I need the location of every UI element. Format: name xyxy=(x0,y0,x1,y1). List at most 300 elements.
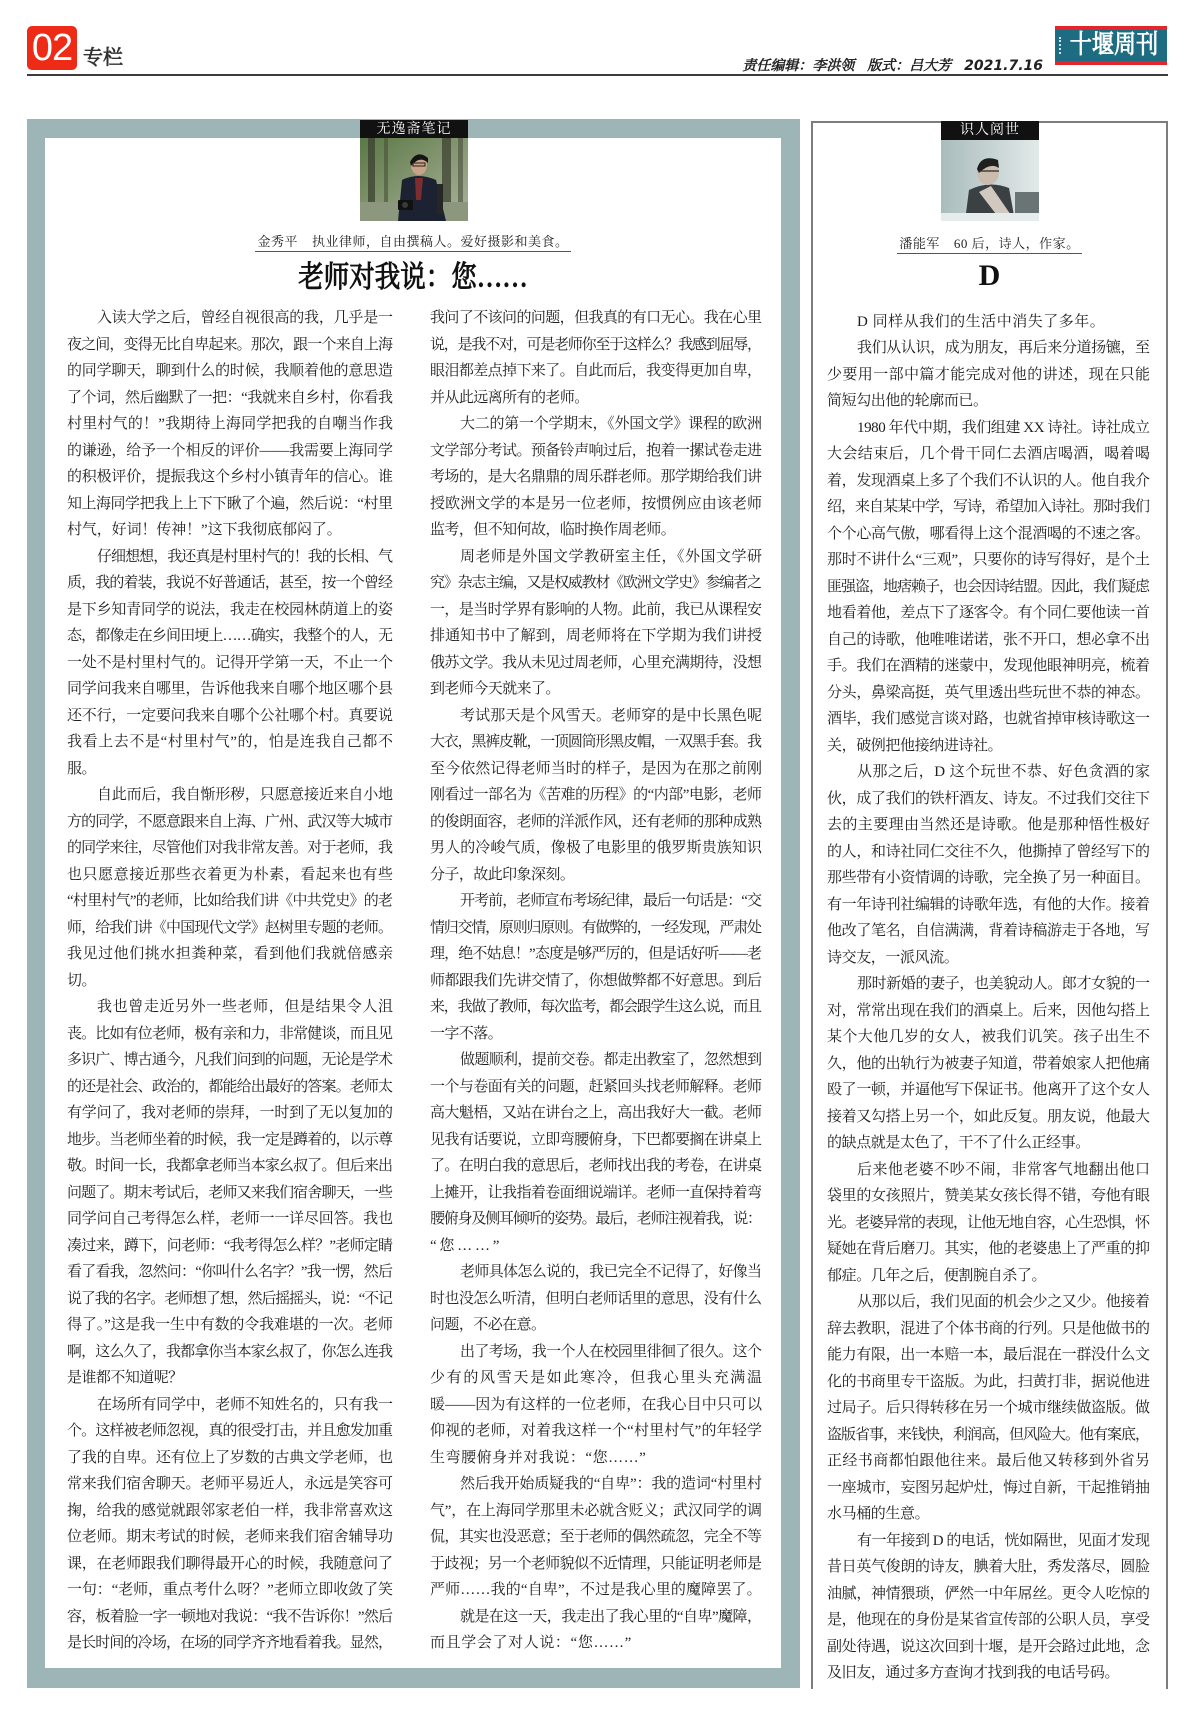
text-line xyxy=(67,1630,393,1657)
masthead-logo-text: 十堰周刊 xyxy=(1069,30,1159,60)
text-line-content: 一座城市，妄图另起炉灶，悔过自新，干起推销抽 xyxy=(827,1479,1150,1496)
text-line-content: 生弯腰俯身并对我说：“您……” xyxy=(430,1449,647,1466)
text-line xyxy=(827,1077,1150,1104)
text-line-content: 而且学会了对人说：“您……” xyxy=(430,1635,632,1651)
text-line-content: 是谁都不知道呢？ xyxy=(67,1370,183,1386)
text-line-content: 副处待遇，说这次回到十堰，是开会路过此地，念 xyxy=(827,1638,1150,1655)
text-line-content: 师，给我们讲《中国现代文学》赵树里专题的老师。 xyxy=(67,919,393,936)
text-line xyxy=(67,1286,393,1313)
text-line-content: 就是在这一天，我走出了我心里的“自卑”魔障， xyxy=(460,1608,762,1625)
text-line-content: 一字不落。 xyxy=(430,1025,503,1042)
text-line-content: 啊，这么久了，我都拿你当本家幺叔了，你怎么连我 xyxy=(67,1343,393,1360)
text-line-content: 大二的第一个学期末，《外国文学》课程的欧洲 xyxy=(460,416,762,432)
text-line xyxy=(430,544,762,571)
text-line-content: 那时新婚的妻子，也美貌动人。郎才女貌的一 xyxy=(857,976,1150,992)
text-line-content: 去的主要理由当然还是诗歌。他是那种悟性极好 xyxy=(827,817,1151,833)
header-rule xyxy=(27,74,1168,76)
article-title: 老师对我说：您…… xyxy=(298,261,528,294)
text-line xyxy=(430,1471,762,1498)
text-line-content: 的还是社会、政治的，都能给出最好的答案。老师太 xyxy=(67,1078,393,1095)
text-line-content: 盗版省事，来钱快，利润高，但风险大。他有案底， xyxy=(827,1426,1149,1443)
text-line-content: 俄苏文学。我从未见过周老师，心里充满期待，没想 xyxy=(430,654,762,671)
text-line xyxy=(67,809,393,836)
text-line-content: 接着又勾搭上另一个，如此反复。朋友说，他最大 xyxy=(827,1108,1150,1125)
text-line-content: “村里村气”的老师，比如给我们讲《中共党史》的老 xyxy=(67,893,393,909)
text-line xyxy=(430,782,762,809)
text-line-content: 及旧友，通过多方查询才找到我的电话号码。 xyxy=(827,1665,1120,1681)
text-line xyxy=(67,729,393,756)
text-line-content: 情归交情，原则归原则。有做弊的，一经发现，严肃处 xyxy=(430,919,761,936)
text-line xyxy=(430,438,762,465)
text-line xyxy=(67,623,393,650)
text-line-content: 得了。”这是我一生中有数的令我难堪的一次。老师 xyxy=(67,1317,393,1333)
text-line-content: 久，他的出轨行为被妻子知道，带着娘家人把他痛 xyxy=(827,1055,1150,1072)
text-line xyxy=(827,1316,1150,1343)
text-line xyxy=(67,544,393,571)
text-line xyxy=(827,1263,1150,1290)
text-line xyxy=(827,1554,1150,1581)
layout-credit: 版式：吕大芳 xyxy=(867,58,952,74)
text-line xyxy=(827,1422,1150,1449)
text-line xyxy=(430,1445,762,1472)
text-line xyxy=(827,653,1150,680)
text-line xyxy=(827,468,1150,495)
author-photo-image xyxy=(941,140,1039,221)
text-line-content: 还不行，一定要问我来自哪个公社哪个村。真要说 xyxy=(67,707,393,724)
text-line-content: 上摊开，让我指着卷面细说端详。老师一直保持着弯 xyxy=(430,1184,762,1201)
text-line xyxy=(67,941,393,968)
text-line xyxy=(827,627,1150,654)
text-line-content: 是，他现在的身份是某省宣传部的公职人员，享受 xyxy=(827,1612,1150,1628)
text-line xyxy=(67,1339,393,1366)
text-line xyxy=(827,1236,1150,1263)
text-line-content: 村里村气的！”我期待上海同学把我的自嘲当作我 xyxy=(67,416,394,432)
author-bio: 执业律师，自由撰稿人。爱好摄影和美食。 xyxy=(312,234,569,249)
text-line-content: 的俊朗面容，老师的洋派作风，还有老师的那种成熟 xyxy=(430,813,762,830)
text-line xyxy=(67,1392,393,1419)
text-line xyxy=(827,1289,1150,1316)
text-line xyxy=(827,309,1150,336)
text-line-content: 常来我们宿舍聊天。老师平易近人，永远是笑容可 xyxy=(67,1476,393,1492)
text-line xyxy=(67,862,393,889)
text-line-content: 掬，给我的感觉就跟邻家老伯一样，我非常喜欢这 xyxy=(67,1502,393,1519)
text-line-content: 了。在明白我的意思后，老师找出我的考卷，在讲桌 xyxy=(430,1158,762,1174)
text-line-content: 来，我做了教师，每次监考，都会跟学生这么说，而且 xyxy=(430,999,761,1015)
article-column-1 xyxy=(67,305,393,1657)
text-line xyxy=(67,1233,393,1260)
text-line xyxy=(430,411,762,438)
text-line-content: 文学部分考试。预备铃声响过后，抱着一摞试卷走进 xyxy=(430,442,762,459)
text-line-content: 方的同学，不愿意跟来自上海、广州、武汉等大城市 xyxy=(67,813,393,830)
paragraph xyxy=(67,782,393,994)
text-line xyxy=(827,1634,1150,1661)
text-line xyxy=(430,1312,762,1339)
text-line-content: 了我的自卑。还有位上了岁数的古典文学老师，也 xyxy=(67,1449,393,1466)
text-line xyxy=(67,1498,393,1525)
text-line-content: 我看上去不是“村里村气”的，怕是连我自己都不 xyxy=(67,734,394,750)
text-line-content: 眼泪都差点掉下来了。自此而后，我变得更加自卑， xyxy=(430,363,762,379)
text-line xyxy=(430,1233,762,1260)
text-line-content: 看了看我，忽然问：“你叫什么名字？”我一愣，然后 xyxy=(67,1264,393,1280)
text-line xyxy=(827,1475,1150,1502)
text-line xyxy=(827,1130,1150,1157)
article-title-wrap xyxy=(811,258,1168,294)
article-title: D xyxy=(978,259,1001,292)
author-photo-image xyxy=(360,138,468,221)
text-line-content: 的积极评价，提振我这个乡村小镇青年的信心。谁 xyxy=(67,469,393,485)
text-line-content: 时也没怎么听清，但明白老师话里的意思，没有什么 xyxy=(430,1290,762,1307)
author-byline xyxy=(45,233,781,252)
text-line xyxy=(67,835,393,862)
author-name: 金秀平 xyxy=(257,234,298,249)
text-line xyxy=(827,494,1150,521)
text-line-content: 排通知书中了解到，周老师将在下学期为我们讲授 xyxy=(430,628,763,644)
text-line-content: 诗交友，一派风流。 xyxy=(827,949,959,966)
text-line xyxy=(430,1577,762,1604)
text-line xyxy=(430,464,762,491)
text-line xyxy=(67,1551,393,1578)
text-line-content: 入读大学之后，曾经自视很高的我，几乎是一 xyxy=(97,310,393,326)
text-line xyxy=(67,1312,393,1339)
text-line-content: 匪强盗，地痞赖子，也会因诗结盟。因此，我们疑虑 xyxy=(827,578,1149,595)
text-line-content: 一个与卷面有关的问题，赶紧回头找老师解释。老师 xyxy=(430,1078,762,1095)
article-title-wrap xyxy=(45,260,781,296)
text-line xyxy=(430,994,762,1021)
text-line xyxy=(430,862,762,889)
text-line xyxy=(67,1604,393,1631)
text-line xyxy=(67,994,393,1021)
text-line xyxy=(430,1074,762,1101)
paragraph xyxy=(67,305,393,544)
text-line-content: 侃，其实也没恶意；至于老师的偶然疏忽，完全不等 xyxy=(430,1529,762,1545)
paragraph xyxy=(430,1604,762,1657)
text-line-content: 老师具体怎么说的，我已完全不记得了，好像当 xyxy=(460,1264,762,1280)
text-line-content: 有一年接到 D 的电话，恍如隔世，见面才发现 xyxy=(857,1532,1150,1549)
paragraph xyxy=(430,1259,762,1339)
text-line-content: 腰俯身及侧耳倾听的姿势。最后，老师注视着我，说： xyxy=(430,1211,761,1227)
text-line-content: 一句：“老师，重点考什么呀？”老师立即收敛了笑 xyxy=(67,1582,393,1598)
text-line-content: D 同样从我们的生活中消失了多年。 xyxy=(857,313,1106,330)
text-line xyxy=(67,1206,393,1233)
text-line-content: 位老师。期末考试的时候，老师来我们宿舍辅导功 xyxy=(67,1529,393,1545)
paragraph xyxy=(430,888,762,1047)
text-line xyxy=(430,1286,762,1313)
text-line xyxy=(827,1581,1150,1608)
text-line xyxy=(827,1051,1150,1078)
text-line-content: 分头，鼻梁高挺，英气里透出些玩世不恭的神态。 xyxy=(827,684,1150,701)
text-line xyxy=(430,888,762,915)
text-line-content: 在场所有同学中，老师不知姓名的，只有我一 xyxy=(97,1396,393,1413)
text-line-content: 郁症。几年之后，便割腕自杀了。 xyxy=(827,1267,1047,1284)
text-line xyxy=(827,1104,1150,1131)
text-line xyxy=(827,759,1150,786)
text-line xyxy=(827,1183,1150,1210)
text-line xyxy=(827,1528,1150,1555)
text-line xyxy=(430,676,762,703)
text-line xyxy=(67,1471,393,1498)
text-line xyxy=(67,438,393,465)
text-line-content: 的谦逊，给予一个相反的评价——我需要上海同学 xyxy=(67,442,393,459)
text-line-content: 容，板着脸一字一顿地对我说：“我不告诉你！”然后 xyxy=(67,1608,393,1625)
text-line xyxy=(67,1365,393,1392)
text-line-content: 那时不讲什么“三观”，只要你的诗写得好，是个土 xyxy=(827,552,1150,568)
text-line xyxy=(430,1339,762,1366)
text-line-content: 能力有限，出一本赔一本，最后混在一群没什么文 xyxy=(827,1347,1150,1363)
text-line xyxy=(827,1210,1150,1237)
text-line-content: 的缺点就是太色了，干不了什么正经事。 xyxy=(827,1135,1090,1151)
text-line xyxy=(67,597,393,624)
paragraph xyxy=(430,1047,762,1259)
text-line-content: 过局子。后只得转移在另一个城市继续做盗版。做 xyxy=(827,1400,1150,1416)
text-line-content: 绍，来自某某中学，写诗，希望加入诗社。那时我们 xyxy=(827,499,1149,515)
text-line-content: 说了我的名字。老师想了想，然后摇摇头，说：“不记 xyxy=(67,1290,392,1307)
text-line xyxy=(430,1418,762,1445)
author-byline xyxy=(811,235,1168,254)
text-line xyxy=(67,915,393,942)
text-line-content: 那些带有小资情调的诗歌，完全换了另一种面目。 xyxy=(827,870,1150,886)
text-line xyxy=(827,1607,1150,1634)
text-line xyxy=(430,703,762,730)
text-line-content: 刚看过一部名为《苦难的历程》的“内部”电影，老师 xyxy=(430,787,762,803)
text-line-content: 监考，但不知何故，临时换作周老师。 xyxy=(430,522,676,538)
paragraph xyxy=(827,1289,1150,1528)
text-line xyxy=(430,915,762,942)
text-line xyxy=(430,1047,762,1074)
text-line-content: 从那之后，D 这个玩世不恭、好色贪酒的家 xyxy=(857,764,1151,780)
text-line-content: “您……” xyxy=(430,1237,503,1254)
text-line xyxy=(827,998,1150,1025)
text-line-content: 气”，在上海同学那里未必就含贬义；武汉同学的调 xyxy=(430,1502,762,1519)
paragraph xyxy=(827,759,1150,971)
text-line-content: 的同学来往，尽管他们对我非常友善。对于老师，我 xyxy=(67,840,393,856)
text-line-content: 殴了一顿，并逼他写下保证书。他离开了这个女人 xyxy=(827,1082,1150,1098)
text-line-content: 并从此远离所有的老师。 xyxy=(430,389,589,406)
issue-date: 2021.7.16 xyxy=(964,58,1043,74)
text-line xyxy=(827,547,1150,574)
author-byline-text xyxy=(897,236,1081,254)
text-line xyxy=(67,1127,393,1154)
text-line xyxy=(67,650,393,677)
text-line xyxy=(430,570,762,597)
text-line xyxy=(430,517,762,544)
text-line-content: 我问了不该问的问题，但我真的有口无心。我在心里 xyxy=(430,310,762,326)
author-photo xyxy=(360,138,468,221)
text-line-content: 我们从认识，成为朋友，再后来分道扬镳，至 xyxy=(857,340,1150,356)
author-photo xyxy=(941,140,1039,221)
author-bio: 60 后，诗人，作家。 xyxy=(953,236,1080,251)
text-line xyxy=(430,1206,762,1233)
text-line-content: 做题顺利，提前交卷。都走出教室了，忽然想到 xyxy=(460,1052,762,1068)
text-line xyxy=(827,706,1150,733)
text-line-content: 简短勾出他的轮廓而已。 xyxy=(827,393,988,409)
text-line xyxy=(67,1180,393,1207)
text-line xyxy=(430,941,762,968)
text-line xyxy=(430,491,762,518)
text-line xyxy=(67,703,393,730)
paragraph xyxy=(827,1157,1150,1290)
text-line xyxy=(827,1342,1150,1369)
text-line-content: 周老师是外国文学教研室主任，《外国文学研 xyxy=(460,548,763,565)
text-line-content: 授欧洲文学的本是另一位老师，按惯例应由该老师 xyxy=(430,495,763,512)
text-line xyxy=(67,1577,393,1604)
masthead-logo xyxy=(1055,26,1167,65)
text-line-content: 的人，和诗社同仁交往不久，他撕掉了曾经写下的 xyxy=(827,843,1150,860)
text-line xyxy=(827,1448,1150,1475)
text-line-content: 大衣，黑裤皮靴，一顶圆筒形黑皮帽，一双黑手套。我 xyxy=(430,734,761,750)
text-line-content: 他改了笔名，自信满满，背着诗稿游走于各地，写 xyxy=(827,923,1150,939)
text-line xyxy=(67,968,393,995)
text-line-content: 凑过来，蹲下，问老师：“我考得怎么样？”老师定睛 xyxy=(67,1237,393,1254)
text-line xyxy=(67,491,393,518)
text-line xyxy=(827,521,1150,548)
text-line xyxy=(827,600,1150,627)
text-line xyxy=(430,305,762,332)
text-line xyxy=(67,1100,393,1127)
text-line xyxy=(430,1127,762,1154)
text-line xyxy=(430,968,762,995)
text-line-content: 辞去教职，混进了个体书商的行列。只是他做书的 xyxy=(827,1320,1150,1337)
paragraph xyxy=(430,544,762,703)
text-line xyxy=(430,385,762,412)
text-line xyxy=(67,1524,393,1551)
text-line xyxy=(827,812,1150,839)
text-line-content: 后来他老婆不吵不闹，非常客气地翻出他口 xyxy=(857,1161,1151,1178)
text-line-content: 少有的风雪天是如此寒冷，但我心里头充满温 xyxy=(430,1370,764,1386)
text-line-content: 同学问我来自哪里，告诉他我来自哪个地区哪个县 xyxy=(67,681,393,697)
text-line-content: 地步。当老师坐着的时候，我一定是蹲着的，以示尊 xyxy=(67,1131,393,1148)
text-line xyxy=(67,305,393,332)
text-line-content: 了个词，然后幽默了一把：“我就来自乡村，你看我 xyxy=(67,389,393,406)
text-line-content: 仰视的老师，对着我这样一个“村里村气”的年轻学 xyxy=(430,1423,763,1439)
text-line-content: 手。我们在酒精的迷蒙中，发现他眼神明亮，梳着 xyxy=(827,658,1150,674)
author-byline-text xyxy=(255,234,570,252)
paragraph xyxy=(430,1339,762,1472)
text-line xyxy=(430,332,762,359)
text-line xyxy=(67,1445,393,1472)
text-line-content: 自己的诗歌，他唯唯诺诺，张不开口，想必拿不出 xyxy=(827,631,1150,648)
text-line-content: 课，在老师跟我们聊得最开心的时候，我随意问了 xyxy=(67,1555,393,1572)
text-line-content: 正经书商都怕跟他往来。最后他又转移到外省另 xyxy=(827,1453,1151,1469)
text-line xyxy=(430,835,762,862)
paragraph xyxy=(430,703,762,889)
paragraph xyxy=(827,415,1150,760)
text-line-content: 个。这样被老师忽视，真的很受打击，并且愈发加重 xyxy=(67,1423,393,1439)
text-line-content: 我见过他们挑水担粪种菜，看到他们我就倍感亲 xyxy=(67,946,394,962)
paragraph xyxy=(827,335,1150,415)
paragraph xyxy=(67,1392,393,1657)
text-line xyxy=(827,1157,1150,1184)
text-line-content: 切。 xyxy=(67,972,96,989)
text-line-content: 高大魁梧，又站在讲台之上，高出我好大一截。老师 xyxy=(430,1105,762,1121)
text-line xyxy=(430,1259,762,1286)
text-line-content: 质，我的着装，我说不好普通话，甚至，按一个曾经 xyxy=(67,575,393,591)
text-line xyxy=(827,1369,1150,1396)
column-tag: 无逸斋笔记 xyxy=(360,120,468,138)
text-line-content: 从那以后，我们见面的机会少之又少。他接着 xyxy=(857,1294,1150,1310)
text-line xyxy=(430,1604,762,1631)
text-line xyxy=(827,335,1150,362)
text-line xyxy=(827,388,1150,415)
text-line-content: 水马桶的生意。 xyxy=(827,1506,930,1522)
paragraph xyxy=(827,309,1150,336)
text-line-content: 个个心高气傲，哪看得上这个混酒喝的不速之客。 xyxy=(827,525,1150,542)
text-line xyxy=(827,865,1150,892)
text-line-content: 然后我开始质疑我的“自卑”：我的造词“村里村 xyxy=(460,1476,762,1492)
text-line-content: 是长时间的冷场，在场的同学齐齐地看着我。显然， xyxy=(67,1635,393,1651)
text-line-content: 至今依然记得老师当时的样子，是因为在那之前刚 xyxy=(430,760,763,777)
text-line xyxy=(827,680,1150,707)
text-line-content: 地看着他，差点下了逐客令。有个同仁要他读一首 xyxy=(827,605,1150,621)
text-line xyxy=(430,650,762,677)
paragraph xyxy=(430,305,762,411)
text-line xyxy=(430,1153,762,1180)
text-line xyxy=(827,1395,1150,1422)
text-line-content: 也只愿意接近那些衣着更为朴素，看起来也有些 xyxy=(67,866,394,883)
text-line xyxy=(827,1024,1150,1051)
page-credits xyxy=(734,58,1043,75)
text-line xyxy=(67,570,393,597)
text-line-content: 分子，故此印象深刻。 xyxy=(430,866,575,883)
text-line xyxy=(430,729,762,756)
text-line-content: 见我有话要说，立即弯腰俯身，下巴都要搁在讲桌上 xyxy=(430,1131,762,1148)
text-line xyxy=(430,1021,762,1048)
text-line-content: 少要用一部中篇才能完成对他的讲述，现在只能 xyxy=(827,366,1151,383)
text-line xyxy=(67,888,393,915)
text-line xyxy=(67,1153,393,1180)
text-line-content: 敬。时间一长，我都拿老师当本家幺叔了。但后来出 xyxy=(67,1158,393,1174)
text-line-content: 到老师今天就来了。 xyxy=(430,681,560,697)
text-line-content: 理，绝不姑息！”态度是够严厉的，但是话好听——老 xyxy=(430,946,762,962)
text-line xyxy=(67,782,393,809)
text-line-content: 袋里的女孩照片，赞美某女孩长得不错，夸他有眼 xyxy=(827,1188,1150,1204)
text-line xyxy=(67,411,393,438)
text-line-content: 同学问自己考得怎么样，老师一一详尽回答。我也 xyxy=(67,1211,393,1227)
text-line xyxy=(827,839,1150,866)
text-line xyxy=(67,385,393,412)
text-line xyxy=(67,756,393,783)
text-line xyxy=(827,574,1150,601)
text-line-content: 1980 年代中期，我们组建 XX 诗社。诗社成立 xyxy=(857,419,1150,436)
text-line-content: 多识广、博古通今，凡我们问到的问题，无论是学术 xyxy=(67,1052,393,1068)
text-line-content: 有学问了，我对老师的崇拜，一时到了无以复加的 xyxy=(67,1105,393,1121)
text-line xyxy=(827,892,1150,919)
text-line xyxy=(827,945,1150,972)
text-line-content: 知上海同学把我上上下下瞅了个遍，然后说：“村里 xyxy=(67,495,393,512)
text-line-content: 大会结束后，几个骨干同仁去酒店喝酒，喝着喝 xyxy=(827,446,1151,462)
text-line-content: 男人的冷峻气质，像极了电影里的俄罗斯贵族知识 xyxy=(430,840,763,856)
text-line-content: 某个大他几岁的女人，被我们讥笑。孩子出生不 xyxy=(827,1029,1151,1045)
text-line xyxy=(827,786,1150,813)
text-line xyxy=(827,1501,1150,1528)
text-line xyxy=(67,1074,393,1101)
column-tag: 识人阅世 xyxy=(941,121,1039,140)
text-line-content: 问题，不必在意。 xyxy=(430,1317,546,1333)
text-line xyxy=(430,1100,762,1127)
text-line xyxy=(827,415,1150,442)
text-line xyxy=(827,733,1150,760)
text-line-content: 师都跟我们先讲交情了，你想做弊都不好意思。到后 xyxy=(430,972,762,989)
paragraph xyxy=(67,544,393,783)
page-number-badge: 02 xyxy=(27,26,77,70)
text-line xyxy=(430,1365,762,1392)
text-line-content: 夜之间，变得无比自卑起来。那次，跟一个来自上海 xyxy=(67,336,393,353)
text-line-content: 于歧视；另一个老师貌似不近情理，只能证明老师是 xyxy=(430,1555,762,1572)
text-line xyxy=(67,1021,393,1048)
text-line-content: 昔日英气俊朗的诗友，腆着大肚，秀发落尽，圆脸 xyxy=(827,1559,1150,1575)
text-line xyxy=(67,676,393,703)
text-line-content: 究》杂志主编，又是权威教材《欧洲文学史》参编者之 xyxy=(430,575,761,591)
article-column-2 xyxy=(430,305,762,1657)
